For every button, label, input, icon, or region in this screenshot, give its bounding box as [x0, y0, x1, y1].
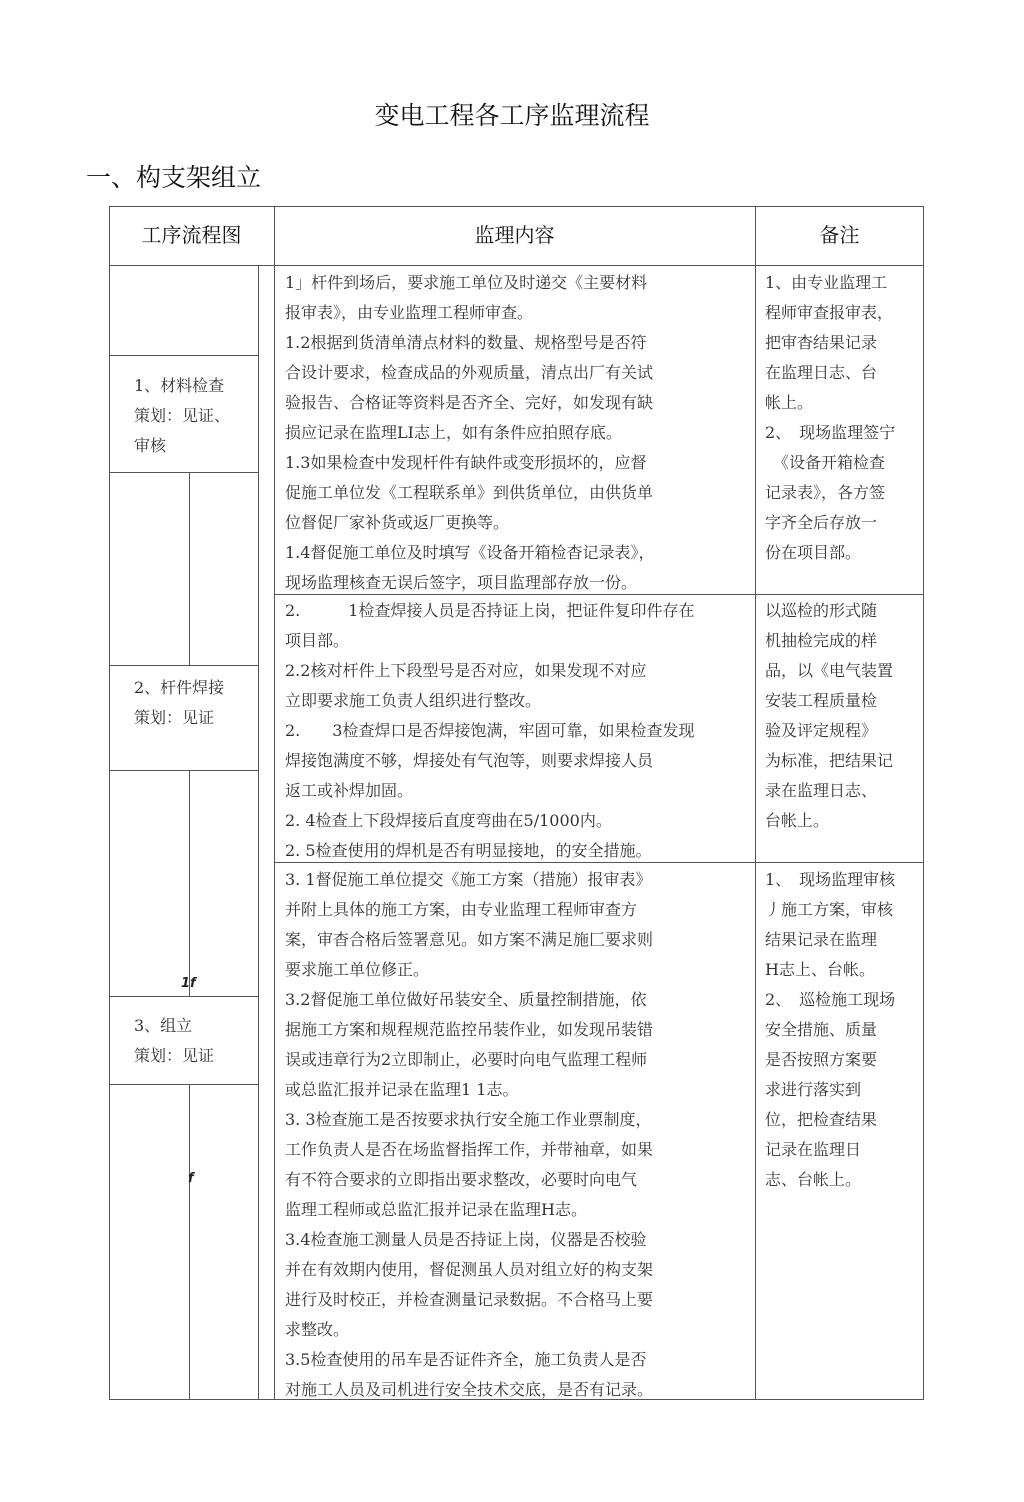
text-line: 或总监汇报并记录在监理1 1志。 [285, 1080, 519, 1099]
flow-arrow-line [189, 472, 190, 665]
text-line: 监理工程师或总监汇报并记录在监理H志。 [285, 1200, 587, 1219]
remark-cell-3 [765, 865, 917, 1195]
text-line: 求整改。 [285, 1320, 350, 1339]
text-line: 帐上。 [765, 393, 814, 412]
text-line: 并在有效期内使用，督促测虽人员对组立好的构支架 [285, 1260, 654, 1279]
text-line: 现场监理核查无误后签字，项目监理部存放一份。 [285, 573, 638, 592]
step-welding [134, 673, 224, 733]
text-line: 项目部。 [285, 631, 350, 650]
text-line: 记录表》，各方签 [765, 483, 886, 502]
text-line: 3. 3检查施工是否按要求执行安全施工作业票制度， [285, 1110, 652, 1129]
text-line: 在监理日志、台 [765, 363, 878, 382]
text-line: 志、台帐上。 [765, 1170, 862, 1189]
header-remark: 备注 [819, 223, 860, 247]
text-line: 1.4督促施工单位及时填写《设备开箱检杳记录表》， [285, 543, 655, 562]
text-line: 为标准，把结果记 [765, 751, 894, 770]
text-line: 进行及时校正，并检查测量记录数据。不合格马上要 [285, 1290, 654, 1309]
text-line: 2. 4检查上下段焊接后直度弯曲在5/1000内。 [285, 811, 612, 830]
step-plan: 策划：见证、 [134, 406, 231, 425]
text-line: 丿施工方案，审核 [765, 900, 894, 919]
text-line: 2、 巡检施工现场 [765, 990, 896, 1009]
flow-line [109, 996, 259, 997]
flow-arrow-line [189, 1084, 190, 1400]
content-cell-1 [285, 268, 750, 598]
text-line: 2.2核对杆件上下段型号是否对应，如果发现不对应 [285, 661, 647, 680]
header-content: 监理内容 [474, 223, 555, 247]
remark-cell-1 [765, 268, 917, 568]
arrow-mark: 1f [181, 976, 196, 991]
flow-arrow-line [189, 770, 190, 996]
step-assembly [134, 1011, 214, 1071]
text-line: 录在监理日志、 [765, 781, 878, 800]
text-line: 2. 1检查焊接人员是否持证上岗，把证件复印件存在 [285, 601, 695, 620]
flow-line [109, 472, 259, 473]
text-line: 促施工单位发《工程联系单》到供货单位，由供货单 [285, 483, 654, 502]
flow-line [109, 665, 259, 666]
step-plan: 策划：见证 [134, 1046, 215, 1065]
section-heading: 一、构支架组立 [86, 163, 262, 192]
text-line: 位，把检查结果 [765, 1110, 878, 1129]
text-line: 2. 3检查焊口是否焊接饱满，牢固可靠，如果检查发现 [285, 721, 695, 740]
text-line: 品，以《电气装置 [765, 661, 894, 680]
text-line: 位督促厂家补货或返厂更换等。 [285, 513, 510, 532]
text-line: 损应记录在监理LI志上，如有条件应拍照存底。 [285, 423, 622, 442]
text-line: 记录在监理日 [765, 1140, 862, 1159]
text-line: 1、 现场监理审核 [765, 870, 896, 889]
flow-line [109, 1084, 259, 1085]
text-line: 误或违章行为2立即制止，必要时向电气监理工程师 [285, 1050, 648, 1069]
text-line: 对施工人员及司机进行安全技术交底，是否有记录。 [285, 1380, 654, 1399]
text-line: 工作负责人是否在场监督指挥工作，并带袖章，如果 [285, 1140, 654, 1159]
text-line: 以巡检的形式随 [765, 601, 878, 620]
content-cell-2 [285, 596, 750, 866]
text-line: 安全措施、质量 [765, 1020, 878, 1039]
text-line: 1.3如果检查中发现杆件有缺件或变形损坏的，应督 [285, 453, 647, 472]
text-line: 把审杳结果记录 [765, 333, 878, 352]
text-line: 是否按照方案要 [765, 1050, 878, 1069]
text-line: 3.5检查使用的吊车是否证件齐全，施工负责人是否 [285, 1350, 647, 1369]
arrow-mark: f [188, 1171, 194, 1186]
text-line: 焊接饱满度不够，焊接处有气泡等，则要求焊接人员 [285, 751, 654, 770]
text-line: 有不符合要求的立即指出要求整改，必要时向电气 [285, 1170, 638, 1189]
step-material-check [134, 371, 230, 461]
column-divider-2 [755, 206, 756, 1400]
text-line: 立即要求施工负责人组织进行整改。 [285, 691, 542, 710]
text-line: 并附上具体的施工方案，由专业监理工程师审查方 [285, 900, 638, 919]
text-line: 求进行落实到 [765, 1080, 862, 1099]
text-line: 据施工方案和规程规范监控吊装作业，如发现吊装错 [285, 1020, 654, 1039]
text-line: 安装工程质量检 [765, 691, 878, 710]
step-plan: 策划：见证 [134, 708, 215, 727]
text-line: 案，审杳合格后签署意见。如方案不满足施匚要求则 [285, 930, 654, 949]
text-line: 结果记录在监理 [765, 930, 878, 949]
text-line: 2. 5检查使用的焊机是否有明显接地，的安全措施。 [285, 841, 652, 860]
column-divider-1 [274, 206, 275, 1400]
text-line: 要求施工单位修正。 [285, 960, 430, 979]
text-line: 3.2督促施工单位做好吊装安全、质量控制措施，依 [285, 990, 647, 1009]
remark-cell-2 [765, 596, 917, 836]
text-line: 2、 现场监理签宁 [765, 423, 896, 442]
step-name: 3、组立 [134, 1016, 193, 1035]
text-line: 《设备开箱检查 [765, 453, 886, 472]
text-line: 报审表》，由专业监理工程师审查。 [285, 303, 534, 322]
flow-line [109, 770, 259, 771]
document-title: 变电工程各工序监理流程 [374, 101, 650, 130]
text-line: 验报告、合格证等资料是否齐全、完好，如发现有缺 [285, 393, 654, 412]
text-line: H志上、台帐。 [765, 960, 875, 979]
text-line: 合设计要求，检查成品的外观质量，清点出厂有关试 [285, 363, 654, 382]
text-line: 验及评定规程》 [765, 721, 878, 740]
text-line: 3.4检查施工测量人员是否持证上岗，仪器是否校验 [285, 1230, 647, 1249]
text-line: 台帐上。 [765, 811, 830, 830]
text-line: 1.2根据到货清单清点材料的数量、规格型号是否符 [285, 333, 647, 352]
content-cell-3 [285, 865, 750, 1405]
text-line: 程师审查报审表， [765, 303, 894, 322]
header-divider [109, 265, 924, 266]
text-line: 字齐全后存放一 [765, 513, 878, 532]
text-line: 机抽检完成的样 [765, 631, 878, 650]
text-line: 份在项目部。 [765, 543, 862, 562]
step-plan-extra: 审核 [134, 436, 167, 455]
flow-line [109, 355, 259, 356]
header-flowchart: 工序流程图 [141, 223, 242, 247]
text-line: 返工或补焊加固。 [285, 781, 414, 800]
step-name: 1、材料检查 [134, 376, 225, 395]
step-name: 2、杆件焊接 [134, 678, 225, 697]
text-line: 1」杆件到场后，要求施工单位及时递交《主要材料 [285, 273, 648, 292]
text-line: 1、由专业监理工 [765, 273, 888, 292]
text-line: 3. 1督促施工单位提交《施工方案（措施）报审表》 [285, 870, 652, 889]
inner-column-line [258, 265, 259, 1400]
